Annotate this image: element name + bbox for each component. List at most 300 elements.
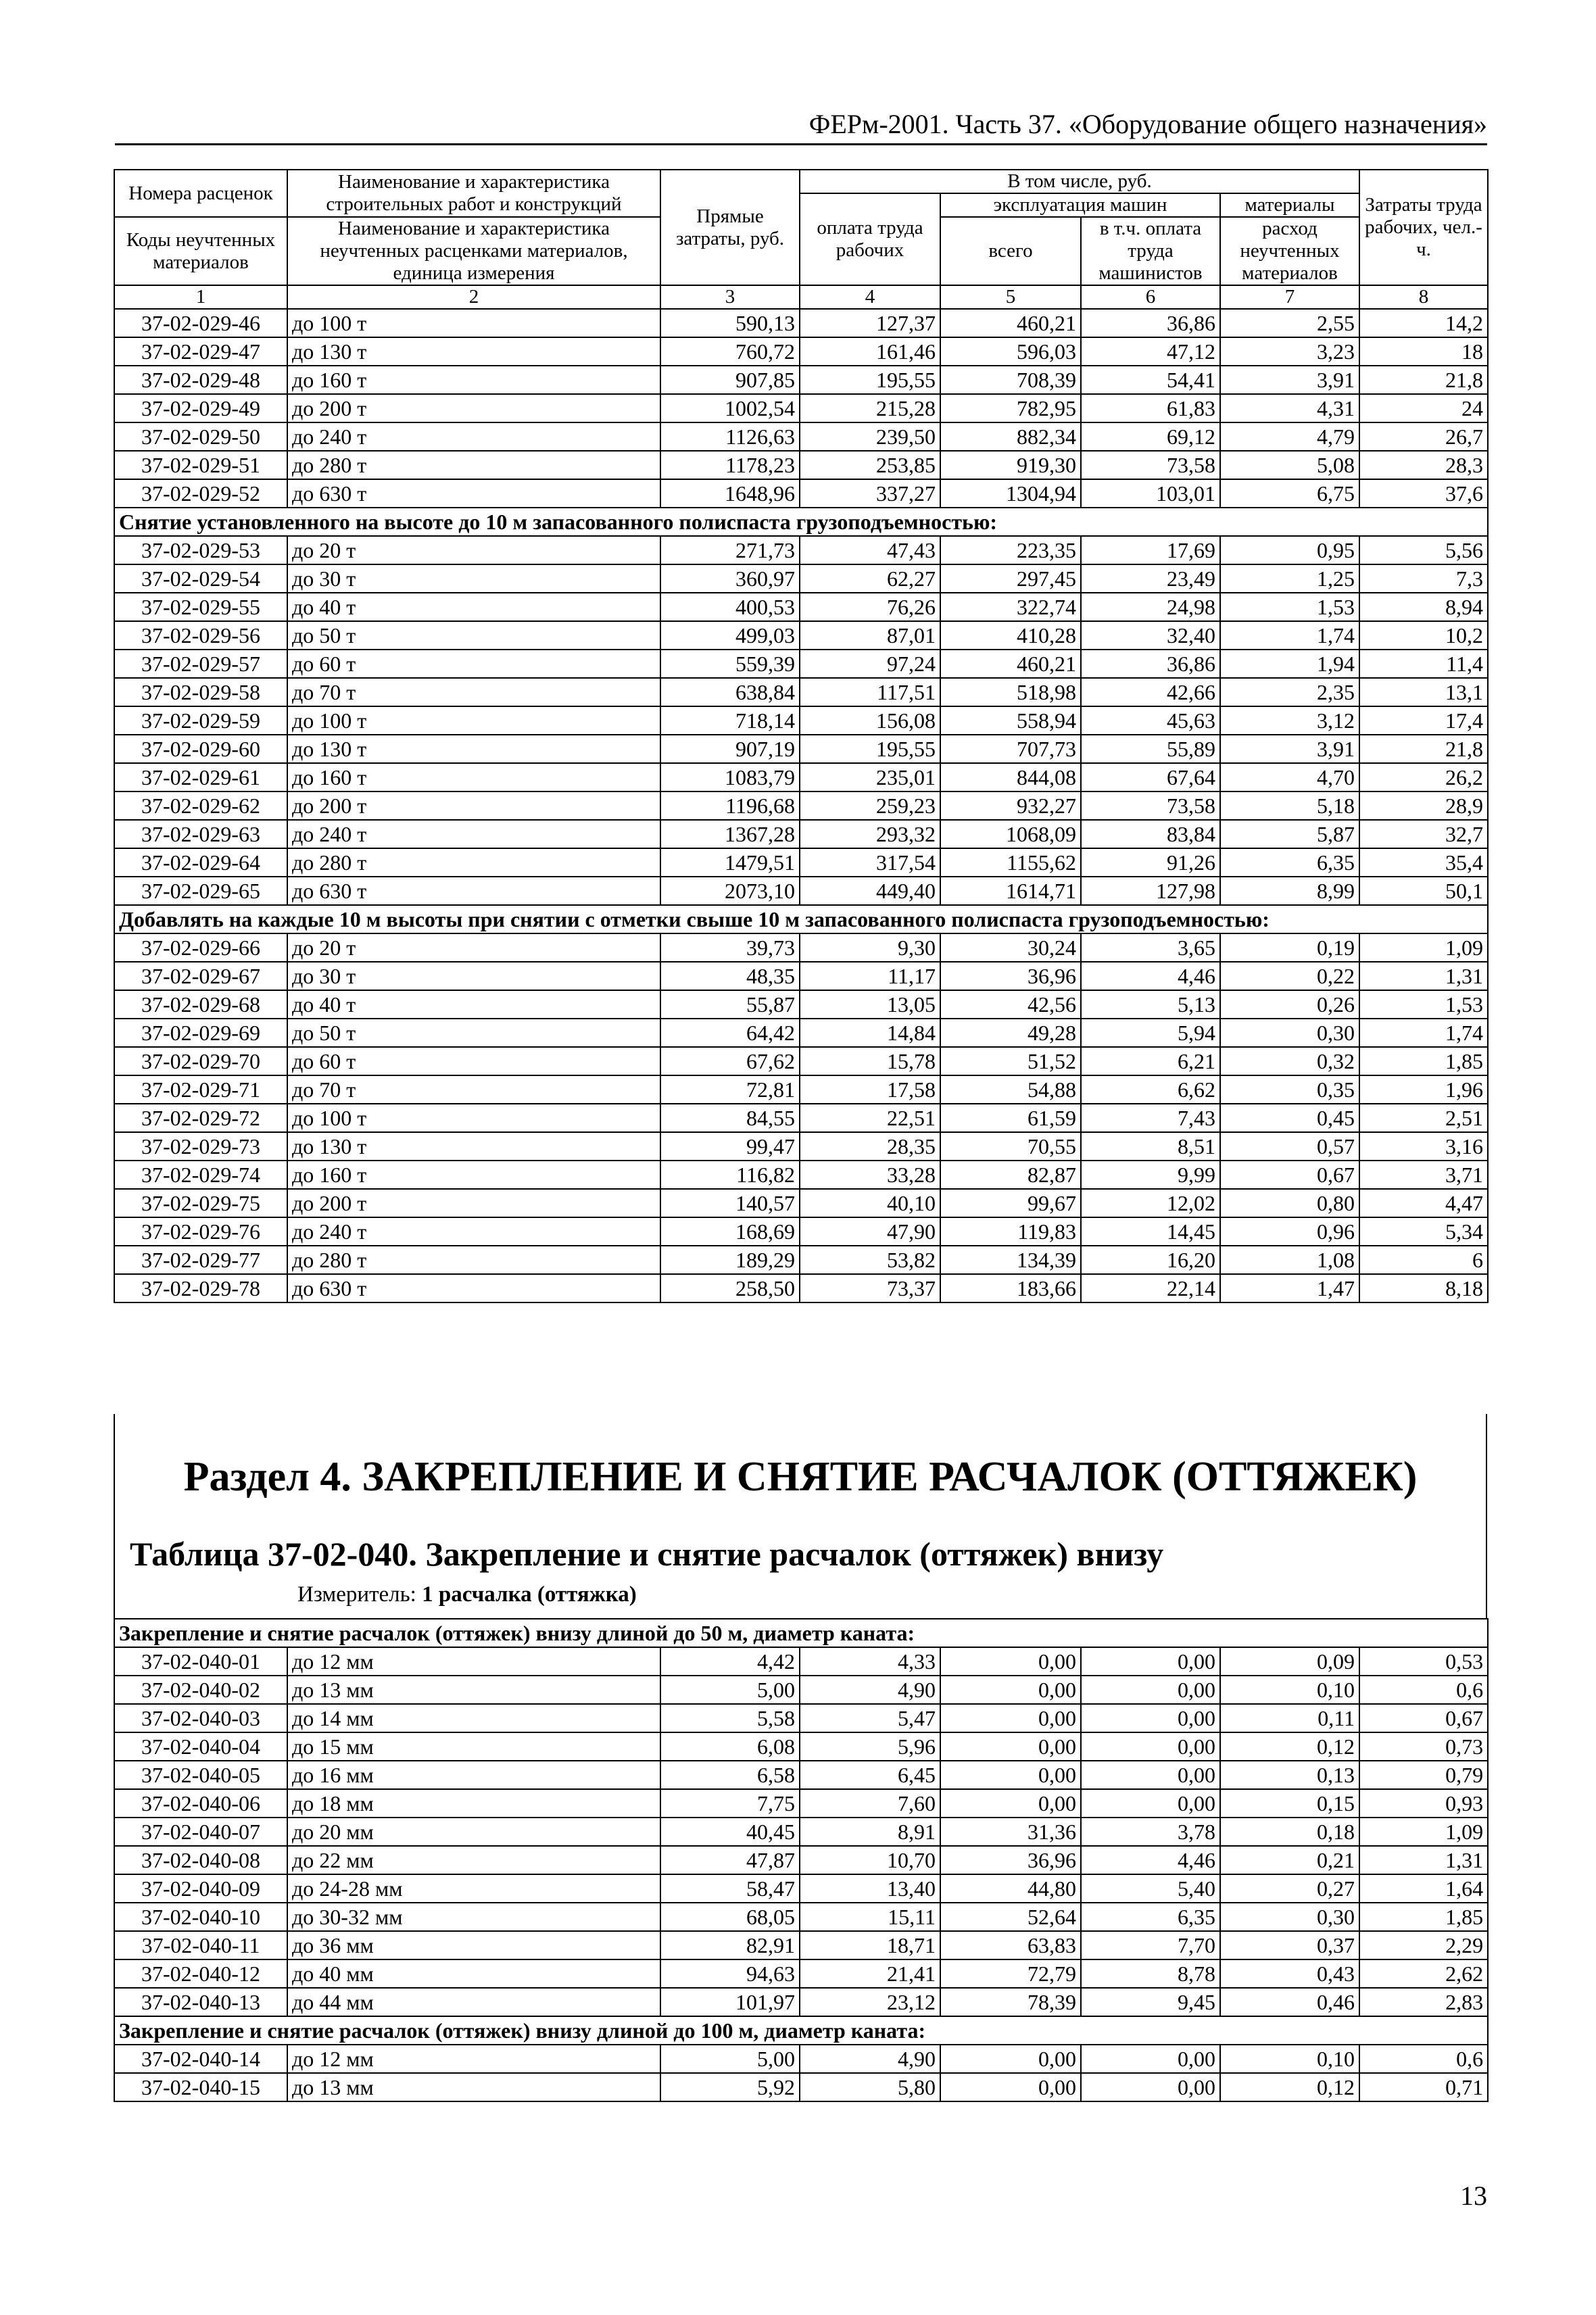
rate-value: 103,01 [1081, 479, 1220, 508]
rate-value: 0,96 [1220, 1217, 1359, 1246]
table-row [114, 1704, 1488, 1732]
rate-value: 82,91 [660, 1931, 800, 1959]
rate-name: до 36 мм [287, 1931, 660, 1959]
rate-name: до 13 мм [287, 1676, 660, 1704]
rate-value: 558,94 [940, 706, 1081, 735]
rate-value: 1155,62 [940, 848, 1081, 877]
rate-name: до 60 т [287, 1047, 660, 1075]
rate-value: 1,53 [1220, 593, 1359, 621]
table-row [114, 1931, 1488, 1959]
rates-table-lower [114, 1618, 1489, 2102]
rate-value: 0,12 [1220, 2073, 1359, 2101]
rate-value: 0,27 [1220, 1874, 1359, 1903]
rate-value: 0,37 [1220, 1931, 1359, 1959]
rate-value: 0,00 [940, 1704, 1081, 1732]
rate-value: 1,96 [1359, 1075, 1488, 1104]
rate-value: 21,8 [1359, 366, 1488, 394]
rate-value: 1304,94 [940, 479, 1081, 508]
table-row [114, 536, 1488, 564]
table-row [114, 2073, 1488, 2101]
table-row [114, 451, 1488, 479]
col-header-material-name: Наименование и характеристика неучтенных расценками материалов, единица измерения [287, 217, 660, 285]
rate-value: 293,32 [800, 820, 940, 848]
rate-value: 53,82 [800, 1246, 940, 1274]
rate-value: 0,35 [1220, 1075, 1359, 1104]
rate-value: 0,00 [1081, 2045, 1220, 2073]
rate-value: 83,84 [1081, 820, 1220, 848]
rate-value: 63,83 [940, 1931, 1081, 1959]
rate-value: 0,71 [1359, 2073, 1488, 2101]
rate-value: 0,00 [940, 1647, 1081, 1676]
rate-code: 37-02-040-14 [114, 2045, 287, 2073]
rate-name: до 18 мм [287, 1789, 660, 1818]
rate-value: 4,33 [800, 1647, 940, 1676]
rate-value: 18 [1359, 337, 1488, 366]
rate-value: 76,26 [800, 593, 940, 621]
table-row [114, 1047, 1488, 1075]
rate-value: 12,02 [1081, 1189, 1220, 1217]
rate-code: 37-02-040-06 [114, 1789, 287, 1818]
rate-value: 1,31 [1359, 962, 1488, 990]
rate-value: 2073,10 [660, 877, 800, 905]
table-row [114, 990, 1488, 1019]
table-row [114, 763, 1488, 791]
table-row [114, 394, 1488, 422]
table-row [114, 678, 1488, 706]
rate-value: 5,34 [1359, 1217, 1488, 1246]
rate-value: 28,3 [1359, 451, 1488, 479]
rate-name: до 200 т [287, 394, 660, 422]
rate-code: 37-02-029-61 [114, 763, 287, 791]
rate-code: 37-02-029-47 [114, 337, 287, 366]
col-number: 4 [800, 285, 940, 309]
rate-value: 44,80 [940, 1874, 1081, 1903]
rate-code: 37-02-040-02 [114, 1676, 287, 1704]
rate-value: 7,60 [800, 1789, 940, 1818]
rate-code: 37-02-029-74 [114, 1161, 287, 1189]
rate-value: 55,87 [660, 990, 800, 1019]
rate-value: 161,46 [800, 337, 940, 366]
rate-code: 37-02-029-57 [114, 650, 287, 678]
col-header-materials: материалы [1220, 193, 1359, 217]
rate-name: до 280 т [287, 1246, 660, 1274]
rate-name: до 70 т [287, 1075, 660, 1104]
rate-code: 37-02-029-62 [114, 791, 287, 820]
table-row [114, 422, 1488, 451]
rate-value: 0,95 [1220, 536, 1359, 564]
rate-value: 3,23 [1220, 337, 1359, 366]
table-row [114, 877, 1488, 905]
rate-value: 28,9 [1359, 791, 1488, 820]
col-header-work-name: Наименование и характеристика строительных работ и конструкций [287, 170, 660, 217]
rate-value: 0,00 [1081, 1789, 1220, 1818]
rate-code: 37-02-029-73 [114, 1132, 287, 1161]
rate-value: 559,39 [660, 650, 800, 678]
rate-code: 37-02-029-65 [114, 877, 287, 905]
table-row [114, 820, 1488, 848]
col-header-direct-costs: Прямые затраты, руб. [660, 170, 800, 285]
rate-value: 4,46 [1081, 1846, 1220, 1874]
rate-value: 0,6 [1359, 2045, 1488, 2073]
rate-value: 0,67 [1359, 1704, 1488, 1732]
col-number: 2 [287, 285, 660, 309]
rate-value: 271,73 [660, 536, 800, 564]
rate-value: 0,30 [1220, 1903, 1359, 1931]
table-row [114, 1132, 1488, 1161]
table-row [114, 593, 1488, 621]
rate-value: 117,51 [800, 678, 940, 706]
rate-value: 11,17 [800, 962, 940, 990]
rate-code: 37-02-040-15 [114, 2073, 287, 2101]
rate-value: 6,75 [1220, 479, 1359, 508]
rate-name: до 240 т [287, 422, 660, 451]
table-row [114, 1217, 1488, 1246]
rate-value: 36,86 [1081, 309, 1220, 337]
rate-value: 67,64 [1081, 763, 1220, 791]
rate-value: 48,35 [660, 962, 800, 990]
rate-value: 183,66 [940, 1274, 1081, 1302]
rate-name: до 30 т [287, 962, 660, 990]
rate-name: до 100 т [287, 706, 660, 735]
rate-value: 782,95 [940, 394, 1081, 422]
rate-value: 13,05 [800, 990, 940, 1019]
rate-value: 73,37 [800, 1274, 940, 1302]
meter-line [297, 1582, 637, 1607]
table-row [114, 1075, 1488, 1104]
rate-value: 760,72 [660, 337, 800, 366]
rate-code: 37-02-029-67 [114, 962, 287, 990]
rate-value: 47,87 [660, 1846, 800, 1874]
col-header-material-code: Коды неучтенных материалов [114, 217, 287, 285]
rate-value: 0,26 [1220, 990, 1359, 1019]
rate-value: 6 [1359, 1246, 1488, 1274]
rate-value: 449,40 [800, 877, 940, 905]
rate-value: 119,83 [940, 1217, 1081, 1246]
meter-value: 1 расчалка (оттяжка) [422, 1582, 637, 1607]
rate-value: 460,21 [940, 309, 1081, 337]
rate-value: 42,56 [940, 990, 1081, 1019]
col-number: 7 [1220, 285, 1359, 309]
rate-code: 37-02-040-04 [114, 1732, 287, 1761]
rate-value: 5,47 [800, 1704, 940, 1732]
rate-code: 37-02-029-64 [114, 848, 287, 877]
rate-code: 37-02-029-48 [114, 366, 287, 394]
rate-value: 11,4 [1359, 650, 1488, 678]
table-row [114, 650, 1488, 678]
table-row [114, 1903, 1488, 1931]
rate-value: 0,00 [1081, 2073, 1220, 2101]
rate-value: 0,12 [1220, 1732, 1359, 1761]
rate-value: 5,00 [660, 2045, 800, 2073]
rate-value: 5,56 [1359, 536, 1488, 564]
rate-value: 1367,28 [660, 820, 800, 848]
col-header-machines: эксплуатация машин [940, 193, 1220, 217]
rate-value: 1,09 [1359, 933, 1488, 962]
rate-value: 590,13 [660, 309, 800, 337]
subsection-heading: Закрепление и снятие расчалок (оттяжек) внизу длиной до 50 м, диаметр каната: [114, 1619, 1488, 1647]
rate-value: 0,00 [940, 2045, 1081, 2073]
rate-value: 0,10 [1220, 2045, 1359, 2073]
subsection-heading: Закрепление и снятие расчалок (оттяжек) внизу длиной до 100 м, диаметр каната: [114, 2016, 1488, 2045]
table-row [114, 791, 1488, 820]
rate-value: 5,58 [660, 1704, 800, 1732]
rate-value: 116,82 [660, 1161, 800, 1189]
rate-value: 0,30 [1220, 1019, 1359, 1047]
rate-value: 0,53 [1359, 1647, 1488, 1676]
col-number: 3 [660, 285, 800, 309]
rate-name: до 30 т [287, 564, 660, 593]
rate-value: 8,94 [1359, 593, 1488, 621]
rate-value: 5,96 [800, 1732, 940, 1761]
rate-value: 62,27 [800, 564, 940, 593]
rate-name: до 60 т [287, 650, 660, 678]
rate-code: 37-02-029-56 [114, 621, 287, 650]
rate-value: 0,80 [1220, 1189, 1359, 1217]
rate-name: до 280 т [287, 451, 660, 479]
rate-value: 39,73 [660, 933, 800, 962]
table-row [114, 2045, 1488, 2073]
rate-name: до 15 мм [287, 1732, 660, 1761]
rate-value: 0,22 [1220, 962, 1359, 990]
rates-table-upper [114, 169, 1489, 1303]
rate-value: 168,69 [660, 1217, 800, 1246]
rate-code: 37-02-029-76 [114, 1217, 287, 1246]
rate-value: 17,58 [800, 1075, 940, 1104]
rate-value: 2,62 [1359, 1959, 1488, 1988]
rate-value: 1068,09 [940, 820, 1081, 848]
rate-value: 156,08 [800, 706, 940, 735]
rate-value: 4,90 [800, 2045, 940, 2073]
rate-value: 0,43 [1220, 1959, 1359, 1988]
rate-code: 37-02-029-58 [114, 678, 287, 706]
rate-value: 708,39 [940, 366, 1081, 394]
rate-value: 0,18 [1220, 1818, 1359, 1846]
rate-value: 5,00 [660, 1676, 800, 1704]
rate-value: 0,00 [1081, 1704, 1220, 1732]
rate-value: 258,50 [660, 1274, 800, 1302]
rate-code: 37-02-040-07 [114, 1818, 287, 1846]
rate-value: 127,37 [800, 309, 940, 337]
table-row [114, 479, 1488, 508]
rate-value: 1002,54 [660, 394, 800, 422]
rate-value: 31,36 [940, 1818, 1081, 1846]
table-row [114, 735, 1488, 763]
rate-value: 36,96 [940, 962, 1081, 990]
rate-value: 7,70 [1081, 1931, 1220, 1959]
running-head: ФЕРм-2001. Часть 37. «Оборудование общего назначения» [808, 109, 1487, 139]
rate-value: 0,15 [1220, 1789, 1359, 1818]
rate-value: 1648,96 [660, 479, 800, 508]
col-header-labor: Затраты труда рабочих, чел.-ч. [1359, 170, 1488, 285]
rate-value: 36,86 [1081, 650, 1220, 678]
table-row [114, 621, 1488, 650]
rate-value: 0,93 [1359, 1789, 1488, 1818]
rate-value: 410,28 [940, 621, 1081, 650]
rate-name: до 240 т [287, 820, 660, 848]
rate-value: 10,70 [800, 1846, 940, 1874]
rate-value: 14,2 [1359, 309, 1488, 337]
rate-value: 47,43 [800, 536, 940, 564]
rate-value: 13,40 [800, 1874, 940, 1903]
rate-value: 460,21 [940, 650, 1081, 678]
section-title: Раздел 4. ЗАКРЕПЛЕНИЕ И СНЯТИЕ РАСЧАЛОК (ОТТЯЖЕК) [183, 1454, 1418, 1500]
rate-value: 33,28 [800, 1161, 940, 1189]
rate-value: 51,52 [940, 1047, 1081, 1075]
rate-code: 37-02-029-54 [114, 564, 287, 593]
rate-value: 99,67 [940, 1189, 1081, 1217]
table-title: Таблица 37-02-040. Закрепление и снятие расчалок (оттяжек) внизу [130, 1535, 1164, 1573]
rate-value: 36,96 [940, 1846, 1081, 1874]
rate-name: до 630 т [287, 479, 660, 508]
rate-value: 3,78 [1081, 1818, 1220, 1846]
rate-value: 596,03 [940, 337, 1081, 366]
table-row [114, 1647, 1488, 1676]
table-row [114, 366, 1488, 394]
rate-name: до 240 т [287, 1217, 660, 1246]
rate-code: 37-02-029-72 [114, 1104, 287, 1132]
rate-value: 0,00 [1081, 1676, 1220, 1704]
rate-value: 0,73 [1359, 1732, 1488, 1761]
rate-value: 8,91 [800, 1818, 940, 1846]
col-number: 5 [940, 285, 1081, 309]
rate-name: до 160 т [287, 763, 660, 791]
rate-value: 215,28 [800, 394, 940, 422]
rate-value: 14,84 [800, 1019, 940, 1047]
rate-code: 37-02-029-60 [114, 735, 287, 763]
rate-value: 26,7 [1359, 422, 1488, 451]
table-row [114, 933, 1488, 962]
rate-value: 84,55 [660, 1104, 800, 1132]
subsection-heading: Добавлять на каждые 10 м высоты при снятии с отметки свыше 10 м запасованного полиспаста грузоподъемностью: [114, 905, 1488, 933]
rate-value: 8,18 [1359, 1274, 1488, 1302]
rate-value: 10,2 [1359, 621, 1488, 650]
rate-value: 4,31 [1220, 394, 1359, 422]
rate-value: 4,47 [1359, 1189, 1488, 1217]
rate-value: 9,99 [1081, 1161, 1220, 1189]
rate-code: 37-02-040-03 [114, 1704, 287, 1732]
rate-value: 73,58 [1081, 791, 1220, 820]
rate-value: 322,74 [940, 593, 1081, 621]
rate-code: 37-02-040-10 [114, 1903, 287, 1931]
rate-value: 235,01 [800, 763, 940, 791]
rate-name: до 630 т [287, 1274, 660, 1302]
table-row [114, 1104, 1488, 1132]
rate-value: 6,35 [1220, 848, 1359, 877]
rate-value: 3,12 [1220, 706, 1359, 735]
rate-name: до 12 мм [287, 1647, 660, 1676]
rate-code: 37-02-029-78 [114, 1274, 287, 1302]
rate-value: 1,53 [1359, 990, 1488, 1019]
rate-value: 1,74 [1359, 1019, 1488, 1047]
rate-code: 37-02-029-50 [114, 422, 287, 451]
rate-value: 0,00 [940, 1732, 1081, 1761]
rate-value: 882,34 [940, 422, 1081, 451]
rate-value: 1,74 [1220, 621, 1359, 650]
rate-value: 907,85 [660, 366, 800, 394]
rate-value: 40,10 [800, 1189, 940, 1217]
rate-name: до 20 мм [287, 1818, 660, 1846]
rate-value: 47,12 [1081, 337, 1220, 366]
rate-value: 54,41 [1081, 366, 1220, 394]
rate-value: 7,3 [1359, 564, 1488, 593]
rate-name: до 12 мм [287, 2045, 660, 2073]
rate-value: 0,21 [1220, 1846, 1359, 1874]
rate-value: 45,63 [1081, 706, 1220, 735]
rate-name: до 44 мм [287, 1988, 660, 2016]
rate-value: 2,35 [1220, 678, 1359, 706]
table-row [114, 1789, 1488, 1818]
rate-value: 91,26 [1081, 848, 1220, 877]
rate-value: 4,42 [660, 1647, 800, 1676]
table-row [114, 1959, 1488, 1988]
rate-value: 17,69 [1081, 536, 1220, 564]
rate-name: до 130 т [287, 1132, 660, 1161]
rate-value: 2,83 [1359, 1988, 1488, 2016]
rate-value: 30,24 [940, 933, 1081, 962]
table-row [114, 1732, 1488, 1761]
rate-value: 16,20 [1081, 1246, 1220, 1274]
table-row [114, 1189, 1488, 1217]
rate-value: 22,14 [1081, 1274, 1220, 1302]
rate-value: 28,35 [800, 1132, 940, 1161]
rate-value: 1479,51 [660, 848, 800, 877]
col-header-machines-total: всего [940, 217, 1081, 285]
rate-value: 195,55 [800, 366, 940, 394]
rate-value: 0,00 [940, 1676, 1081, 1704]
rate-value: 0,67 [1220, 1161, 1359, 1189]
rate-value: 134,39 [940, 1246, 1081, 1274]
rate-value: 61,83 [1081, 394, 1220, 422]
rate-value: 0,57 [1220, 1132, 1359, 1161]
rate-value: 1083,79 [660, 763, 800, 791]
rate-value: 4,90 [800, 1676, 940, 1704]
rate-value: 1,85 [1359, 1047, 1488, 1075]
rate-code: 37-02-029-77 [114, 1246, 287, 1274]
table-row [114, 1988, 1488, 2016]
rate-value: 718,14 [660, 706, 800, 735]
table-row [114, 706, 1488, 735]
rate-value: 2,29 [1359, 1931, 1488, 1959]
rate-value: 58,47 [660, 1874, 800, 1903]
rate-value: 8,51 [1081, 1132, 1220, 1161]
rate-value: 360,97 [660, 564, 800, 593]
table-row [114, 1676, 1488, 1704]
rate-code: 37-02-040-13 [114, 1988, 287, 2016]
table-row [114, 1818, 1488, 1846]
rate-value: 14,45 [1081, 1217, 1220, 1246]
rate-value: 189,29 [660, 1246, 800, 1274]
rate-value: 67,62 [660, 1047, 800, 1075]
rate-value: 0,6 [1359, 1676, 1488, 1704]
rate-value: 259,23 [800, 791, 940, 820]
meter-label: Измеритель: [297, 1582, 416, 1607]
rate-value: 50,1 [1359, 877, 1488, 905]
rate-value: 55,89 [1081, 735, 1220, 763]
rate-name: до 280 т [287, 848, 660, 877]
rate-name: до 130 т [287, 337, 660, 366]
table-row [114, 962, 1488, 990]
rate-value: 195,55 [800, 735, 940, 763]
table-row [114, 1846, 1488, 1874]
rate-value: 1,47 [1220, 1274, 1359, 1302]
rate-code: 37-02-029-63 [114, 820, 287, 848]
rate-name: до 30-32 мм [287, 1903, 660, 1931]
rate-value: 82,87 [940, 1161, 1081, 1189]
rate-value: 32,7 [1359, 820, 1488, 848]
rate-value: 24,98 [1081, 593, 1220, 621]
rate-value: 7,75 [660, 1789, 800, 1818]
rate-value: 140,57 [660, 1189, 800, 1217]
